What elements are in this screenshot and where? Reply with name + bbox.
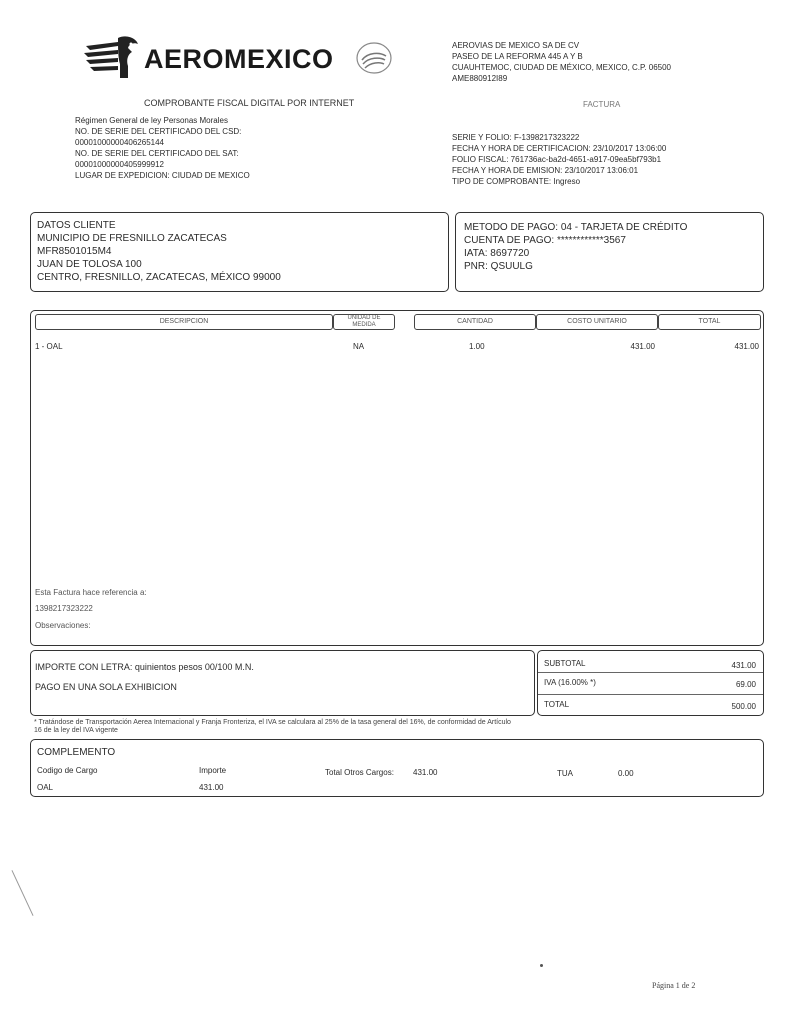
items-table bbox=[30, 310, 764, 646]
eagle-warrior-icon bbox=[82, 34, 142, 80]
series-folio: SERIE Y FOLIO: F-1398217323222 bbox=[452, 133, 580, 142]
fiscal-left-block bbox=[75, 115, 250, 181]
other-charges-label: Total Otros Cargos: bbox=[325, 768, 394, 777]
scan-dot bbox=[540, 964, 543, 967]
fiscal-folio: FOLIO FISCAL: 761736ac-ba2d-4651-a917-09ea5bf793b1 bbox=[452, 155, 662, 164]
scan-mark bbox=[11, 870, 33, 916]
issuer-rfc: AME880912I89 bbox=[452, 74, 508, 83]
reference-label: Esta Factura hace referencia a: bbox=[35, 588, 147, 597]
charge-code-value: OAL bbox=[37, 783, 54, 792]
payment-method: METODO DE PAGO: 04 - TARJETA DE CRÉDITO bbox=[464, 222, 688, 233]
client-city: CENTRO, FRESNILLO, ZACATECAS, MÉXICO 99000 bbox=[37, 272, 281, 283]
col-header-unit-label: UNIDAD DE MEDIDA bbox=[347, 315, 381, 328]
fiscal-right-block bbox=[452, 132, 666, 187]
complemento-title: COMPLEMENTO bbox=[37, 747, 116, 758]
row-quantity: 1.00 bbox=[469, 342, 485, 351]
client-box bbox=[30, 212, 449, 292]
client-name: MUNICIPIO DE FRESNILLO ZACATECAS bbox=[37, 233, 227, 244]
subtotal-label: SUBTOTAL bbox=[544, 659, 586, 668]
observations-label: Observaciones: bbox=[35, 621, 91, 630]
row-description: 1 - OAL bbox=[35, 342, 63, 351]
payment-box bbox=[455, 212, 764, 292]
iva-footnote: * Tratándose de Transportación Aerea Internacional y Franja Fronteriza, el IVA se calculara al 25% de la tasa general del 16%, de conformidad de Artículo 16 de la ley del IVA vigente bbox=[34, 719, 511, 734]
sat-cert-label: NO. DE SERIE DEL CERTIFICADO DEL SAT: bbox=[75, 149, 239, 158]
reference-value: 1398217323222 bbox=[35, 604, 93, 613]
pnr-code: PNR: QSUULG bbox=[464, 261, 533, 272]
page-indicator: Página 1 de 2 bbox=[652, 981, 696, 990]
sat-cert-value: 00001000000405999912 bbox=[75, 160, 164, 169]
subtotal-value: 431.00 bbox=[731, 661, 756, 670]
client-street: JUAN DE TOLOSA 100 bbox=[37, 259, 142, 270]
row-unit-cost: 431.00 bbox=[630, 342, 655, 351]
col-header-total: TOTAL bbox=[658, 314, 761, 330]
client-rfc: MFR8501015M4 bbox=[37, 246, 112, 257]
issuer-city: CUAUHTEMOC, CIUDAD DE MÉXICO, MEXICO, C.P. 06500 bbox=[452, 63, 672, 72]
aeromexico-logo bbox=[82, 34, 402, 84]
skyteam-seal-icon bbox=[354, 38, 394, 78]
total-value: 500.00 bbox=[731, 702, 756, 711]
col-header-unit bbox=[333, 314, 395, 330]
total-label: TOTAL bbox=[544, 700, 570, 709]
row-total: 431.00 bbox=[734, 342, 759, 351]
table-row bbox=[31, 341, 763, 353]
col-header-quantity: CANTIDAD bbox=[414, 314, 536, 330]
payment-account: CUENTA DE PAGO: ************3567 bbox=[464, 235, 626, 246]
csd-cert-label: NO. DE SERIE DEL CERTIFICADO DEL CSD: bbox=[75, 127, 242, 136]
place-of-issue: LUGAR DE EXPEDICION: CIUDAD DE MEXICO bbox=[75, 171, 250, 180]
amount-label: Importe bbox=[199, 766, 227, 775]
csd-cert-value: 00001000000406265144 bbox=[75, 138, 164, 147]
iva-label: IVA (16.00% *) bbox=[544, 678, 596, 687]
brand-name: AEROMEXICO bbox=[144, 44, 334, 74]
issuer-name: AEROVIAS DE MEXICO SA DE CV bbox=[452, 41, 580, 50]
amount-words-box bbox=[30, 650, 535, 716]
payment-terms: PAGO EN UNA SOLA EXHIBICION bbox=[35, 682, 177, 692]
charge-amount-value: 431.00 bbox=[199, 783, 224, 792]
tua-value: 0.00 bbox=[618, 769, 634, 778]
issuer-block bbox=[452, 40, 671, 84]
charge-code-label: Codigo de Cargo bbox=[37, 766, 98, 775]
document-title: COMPROBANTE FISCAL DIGITAL POR INTERNET bbox=[144, 98, 355, 108]
certification-date: FECHA Y HORA DE CERTIFICACION: 23/10/2017 13:06:00 bbox=[452, 144, 667, 153]
other-charges-value: 431.00 bbox=[413, 768, 438, 777]
iva-value: 69.00 bbox=[735, 680, 756, 689]
voucher-type: TIPO DE COMPROBANTE: Ingreso bbox=[452, 177, 581, 186]
tua-label: TUA bbox=[557, 769, 573, 778]
iata-code: IATA: 8697720 bbox=[464, 248, 530, 259]
doc-type: FACTURA bbox=[583, 100, 621, 109]
issue-date: FECHA Y HORA DE EMISION: 23/10/2017 13:06:01 bbox=[452, 166, 639, 175]
complemento-box bbox=[30, 739, 764, 797]
row-unit: NA bbox=[353, 342, 365, 351]
col-header-unit-cost: COSTO UNITARIO bbox=[536, 314, 658, 330]
tax-regime: Régimen General de ley Personas Morales bbox=[75, 116, 228, 125]
totals-box bbox=[537, 650, 764, 716]
col-header-description: DESCRIPCION bbox=[35, 314, 333, 330]
amount-in-words: IMPORTE CON LETRA: quinientos pesos 00/100 M.N. bbox=[35, 662, 254, 672]
issuer-street: PASEO DE LA REFORMA 445 A Y B bbox=[452, 52, 583, 61]
client-heading: DATOS CLIENTE bbox=[37, 220, 116, 231]
